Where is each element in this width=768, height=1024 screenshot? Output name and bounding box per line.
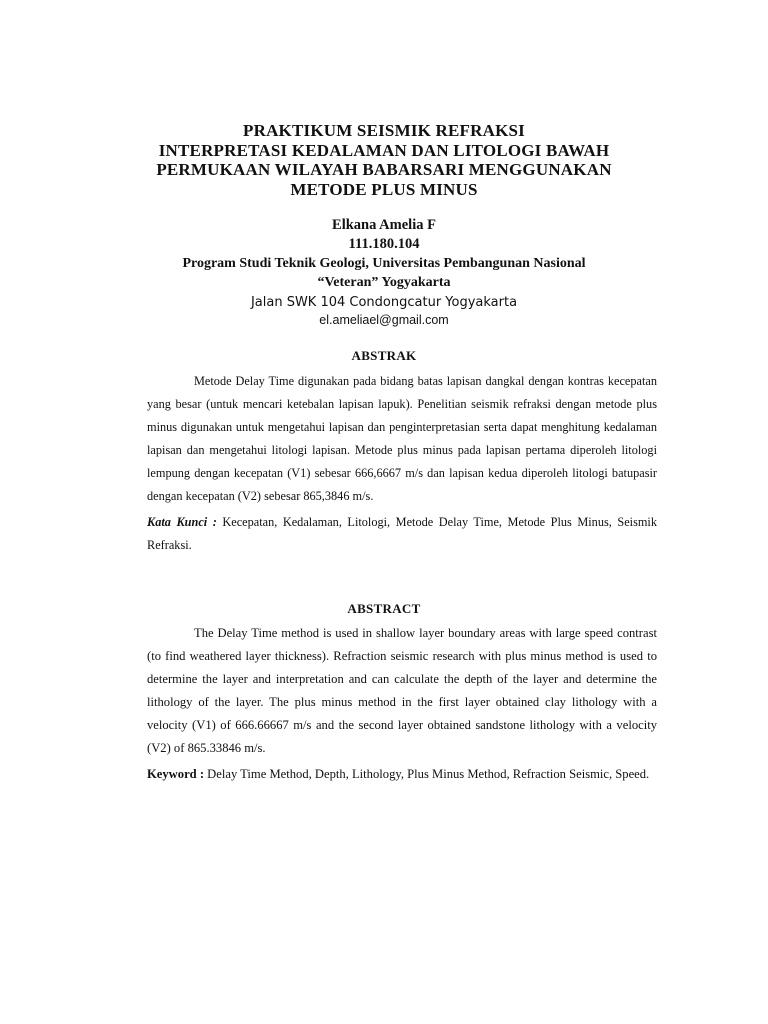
affiliation-line-2: “Veteran” Yogyakarta	[317, 275, 451, 290]
author-address: Jalan SWK 104 Condongcatur Yogyakarta	[250, 295, 518, 310]
author-email: el.ameliael@gmail.com	[319, 313, 449, 327]
title-line-4: METODE PLUS MINUS	[290, 179, 478, 199]
author-block	[120, 216, 648, 328]
abstrak-keywords-text: Kecepatan, Kedalaman, Litologi, Metode Delay Time, Metode Plus Minus, Seismik Refraksi.	[147, 514, 657, 552]
abstract-body: The Delay Time method is used in shallow layer boundary areas with large speed contrast (to find weathered layer thickness). Refraction seismic research with plus minus method is used to determine the layer and interpretation and can calculate the depth of the layer and determine the lithology of the layer. The plus minus method in the first layer obtained clay lithology with a velocity (V1) of 666.66667 m/s and the second layer obtained sandstone lithology with a velocity (V2) of 865.33846 m/s.	[147, 626, 657, 756]
abstract-keywords-text: Delay Time Method, Depth, Lithology, Plus Minus Method, Refraction Seismic, Speed.	[207, 766, 650, 781]
abstract-keywords-label: Keyword :	[147, 766, 205, 781]
author-name: Elkana Amelia F	[332, 217, 436, 233]
paper-title	[120, 121, 648, 199]
abstrak-keywords	[147, 511, 657, 557]
affiliation-line-1: Program Studi Teknik Geologi, Universitas Pembangunan Nasional	[182, 256, 586, 271]
abstrak-heading: ABSTRAK	[351, 348, 417, 363]
abstrak-body: Metode Delay Time digunakan pada bidang batas lapisan dangkal dengan kontras kecepatan yang besar (untuk mencari ketebalan lapisan lapuk). Penelitian seismik refraksi dengan metode plus minus digunakan untuk mengetahui lapisan dan penginterpretasian serta dapat menghitung kedalaman lapisan dan mengetahui litologi lapisan. Metode plus minus pada lapisan pertama diperoleh litologi lempung dengan kecepatan (V1) sebesar 666,6667 m/s dan lapisan kedua diperoleh litologi batupasir dengan kecepatan (V2) sebesar 865,3846 m/s.	[147, 374, 657, 504]
title-line-1: PRAKTIKUM SEISMIK REFRAKSI	[243, 121, 525, 140]
title-line-3: PERMUKAAN WILAYAH BABARSARI MENGGUNAKAN	[156, 160, 612, 179]
abstract-heading: ABSTRACT	[347, 601, 421, 616]
title-line-2: INTERPRETASI KEDALAMAN DAN LITOLOGI BAWAH	[158, 140, 610, 160]
abstrak-section	[147, 370, 657, 557]
abstract-section	[147, 622, 657, 786]
abstrak-keywords-label: Kata Kunci :	[147, 514, 217, 529]
abstract-keywords	[147, 763, 657, 786]
author-student-id: 111.180.104	[348, 236, 420, 252]
